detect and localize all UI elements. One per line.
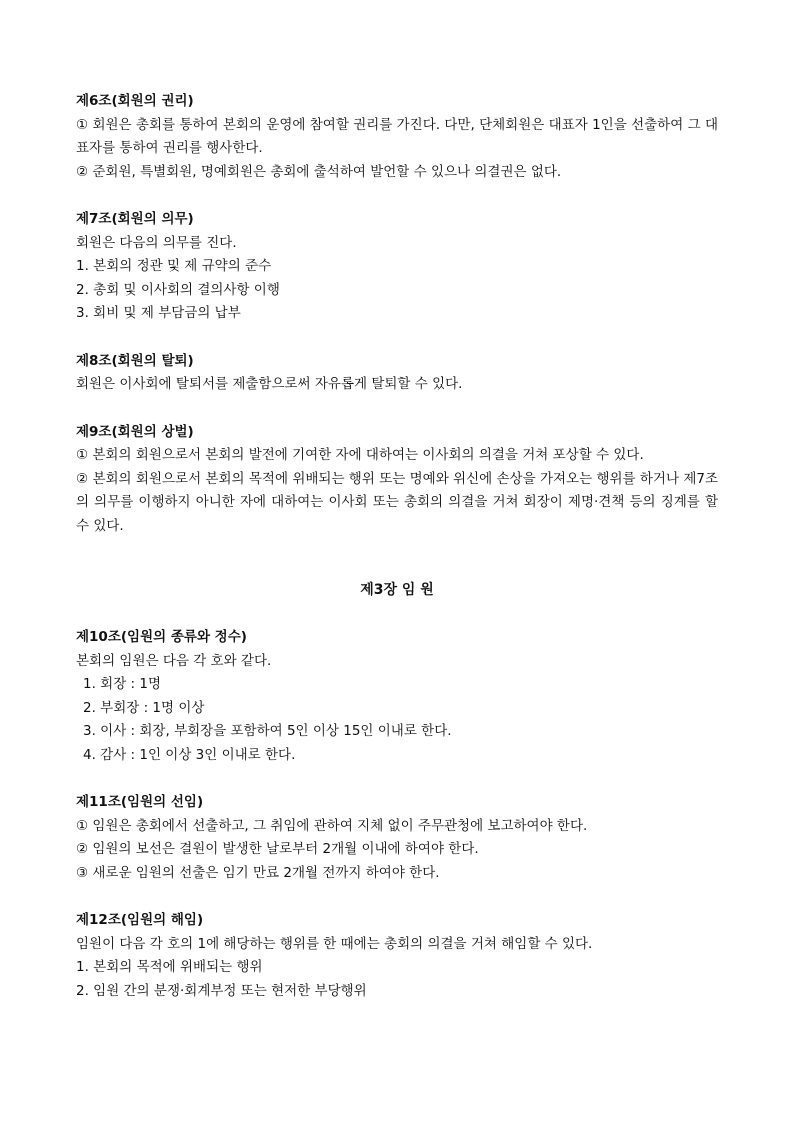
list-item: ③ 새로운 임원의 선출은 임기 만료 2개월 전까지 하여야 한다. (76, 864, 440, 881)
list-item: 3. 이사 : 회장, 부회장을 포함하여 5인 이상 15인 이내로 한다. (83, 723, 452, 739)
list-item: 1. 회장 : 1명 (83, 676, 162, 692)
list-item: 2. 총회 및 이사회의 결의사항 이행 (76, 281, 280, 298)
paragraph: ① 회원은 총회를 통하여 본회의 운영에 참여할 권리를 가진다. 다만, 단체회원은 대표자 1인을 선출하여 그 대표자를 통하여 권리를 행사한다. (76, 116, 718, 156)
article-heading: 제10조(임원의 종류와 정수) (76, 629, 247, 645)
paragraph: ① 본회의 회원으로서 본회의 발전에 기여한 자에 대하여는 이사회의 의결을 거쳐 포상할 수 있다. (76, 447, 644, 463)
list-item: 2. 임원 간의 분쟁·회계부정 또는 현저한 부당행위 (76, 982, 367, 999)
article-heading: 제7조(회원의 의무) (76, 211, 194, 227)
article-heading: 제9조(회원의 상벌) (76, 423, 194, 440)
list-item: 1. 본회의 정관 및 제 규약의 준수 (76, 258, 272, 274)
paragraph: ② 본회의 회원으로서 본회의 목적에 위배되는 행위 또는 명예와 위신에 손상을 가져오는 행위를 하거나 제7조의 의무를 이행하지 아니한 자에 대하여는 이사회 또는 총회의 의결을 거쳐 회장이 제명·견책 등의 징계를 할 수 있다. (76, 470, 718, 534)
list-item: 4. 감사 : 1인 이상 3인 이내로 한다. (83, 746, 296, 763)
paragraph: 본회의 임원은 다음 각 호와 같다. (76, 652, 272, 669)
list-item: 3. 회비 및 제 부담금의 납부 (76, 305, 241, 321)
article-10 (76, 626, 718, 767)
article-7 (76, 208, 718, 326)
paragraph: 회원은 다음의 의무를 진다. (76, 234, 237, 251)
document-page (76, 90, 718, 1027)
article-9 (76, 421, 718, 539)
article-heading: 제12조(임원의 해임) (76, 912, 204, 928)
list-item: 2. 부회장 : 1명 이상 (83, 699, 205, 716)
chapter-title: 제3장 임 원 (360, 582, 434, 598)
list-item: ① 임원은 총회에서 선출하고, 그 취임에 관하여 지체 없이 주무관청에 보고하여야 한다. (76, 817, 588, 834)
article-11 (76, 791, 718, 885)
article-12 (76, 909, 718, 1003)
list-item: ② 임원의 보선은 결원이 발생한 날로부터 2개월 이내에 하여야 한다. (76, 841, 479, 857)
article-heading: 제11조(임원의 선임) (76, 794, 204, 810)
article-6 (76, 90, 718, 184)
article-8 (76, 350, 718, 397)
paragraph: ② 준회원, 특별회원, 명예회원은 총회에 출석하여 발언할 수 있으나 의결권은 없다. (76, 163, 562, 180)
article-heading: 제6조(회원의 권리) (76, 93, 194, 109)
paragraph: 회원은 이사회에 탈퇴서를 제출함으로써 자유롭게 탈퇴할 수 있다. (76, 376, 463, 392)
list-item: 1. 본회의 목적에 위배되는 행위 (76, 959, 263, 975)
article-heading: 제8조(회원의 탈퇴) (76, 352, 194, 369)
paragraph: 임원이 다음 각 호의 1에 해당하는 행위를 한 때에는 총회의 의결을 거쳐 해임할 수 있다. (76, 935, 593, 952)
